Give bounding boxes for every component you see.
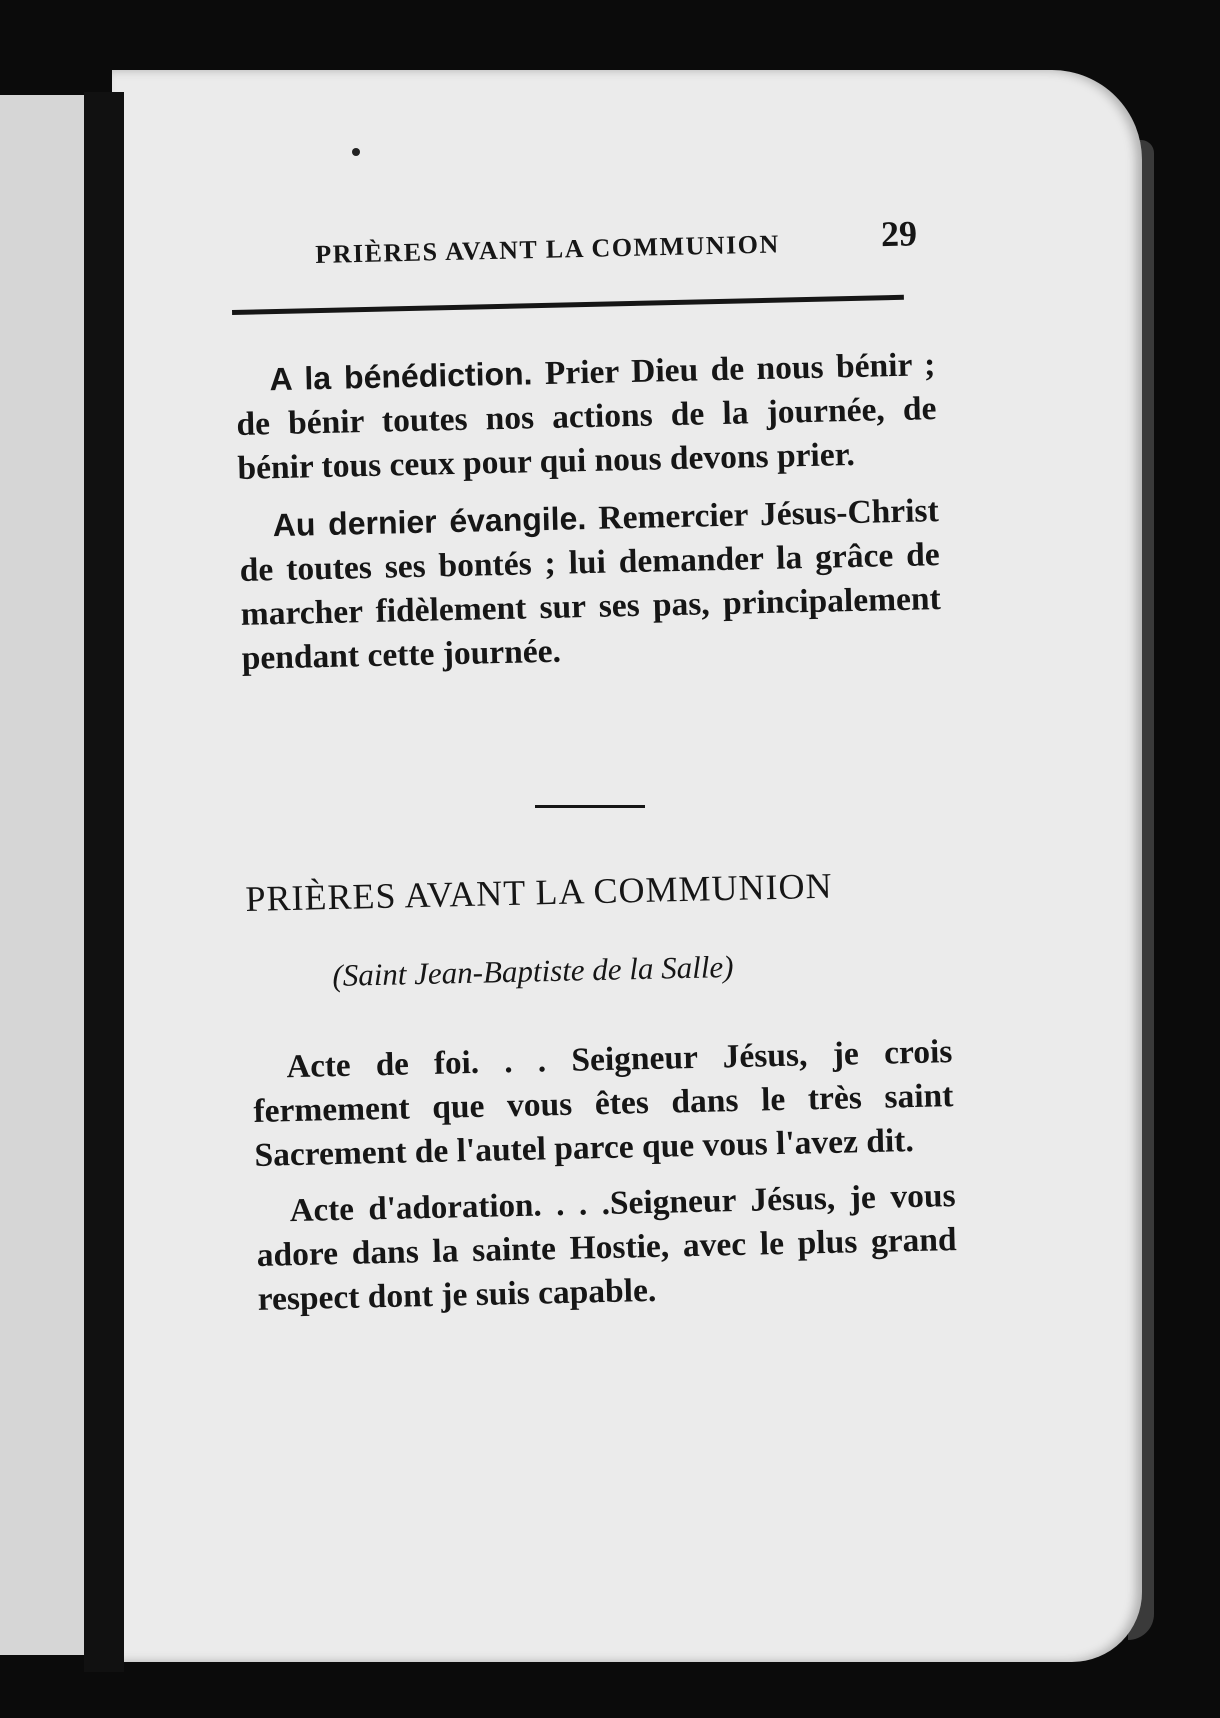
- section-body-prayers: [252, 1030, 958, 1334]
- paragraph-text: Prier Dieu de nous bénir ; de bénir toutes nos actions de la journée, de bénir tous ceux pour qui nous devons prier.: [236, 346, 937, 487]
- paragraph-benediction: [235, 342, 938, 491]
- book-spine: [84, 92, 124, 1672]
- paragraph-text: Remercier Jésus-Christ de toutes ses bontés ; lui demander la grâce de marcher fidèlement sur ses pas, principalement pendant cette journée.: [239, 492, 942, 677]
- paragraph-lead: Acte d'adoration. . . .: [289, 1185, 611, 1230]
- paragraph-text: Seigneur Jésus, je vous adore dans la sainte Hostie, avec le plus grand respect dont je suis capable.: [256, 1177, 957, 1318]
- section-body-mass: [235, 342, 942, 694]
- page-number: 29: [880, 213, 918, 255]
- paragraph-dernier-evangile: [238, 488, 942, 681]
- section-divider: [535, 805, 645, 808]
- section-title: PRIÈRES AVANT LA COMMUNION: [245, 865, 833, 919]
- ink-speck: [352, 148, 360, 156]
- left-page-edge: [0, 95, 92, 1655]
- paragraph-acte-de-foi: [252, 1030, 955, 1178]
- paragraph-lead: A la bénédiction.: [269, 355, 533, 398]
- paragraph-lead: Au dernier évangile.: [272, 500, 587, 544]
- section-attribution: (Saint Jean-Baptiste de la Salle): [332, 948, 734, 993]
- running-head-title: PRIÈRES AVANT LA COMMUNION: [315, 229, 781, 269]
- paragraph-text: Seigneur Jésus, je crois fermement que vous êtes dans le très saint Sacrement de l'autel parce que vous l'avez dit.: [253, 1033, 954, 1174]
- paragraph-lead: Acte de foi. . .: [286, 1043, 547, 1086]
- paragraph-acte-d-adoration: [255, 1174, 958, 1322]
